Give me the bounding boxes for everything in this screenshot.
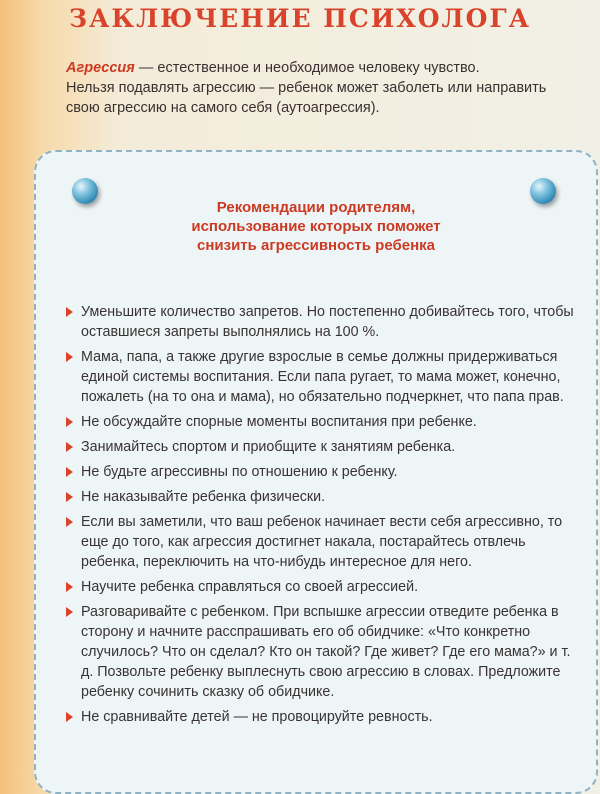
list-item-text: Научите ребенка справляться со своей агрессией.	[81, 579, 419, 595]
list-item	[66, 602, 586, 702]
triangle-bullet-icon	[66, 712, 73, 722]
definition-rest: — естественное и необходимое человеку чувство.	[134, 60, 480, 76]
card-heading	[36, 198, 596, 255]
list-item-text: Не сравнивайте детей — не провоцируйте ревность.	[81, 709, 433, 725]
intro-text	[66, 58, 576, 118]
card-heading-line: снизить агрессивность ребенка	[197, 237, 435, 254]
list-item-text: Разговаривайте с ребенком. При вспышке агрессии отведите ребенка в сторону и начните расспрашивать его об обидчике: «Что конкретно случилось? Что он сделал? Кто он такой? Где живет? Где его мама?» и т. д. Позвольте ребенку выплеснуть свою агрессию в словах. Предложите ребенку сочинить сказку об обидчике.	[81, 604, 571, 700]
list-item	[66, 707, 586, 727]
intro-definition	[66, 58, 576, 78]
list-item-text: Если вы заметили, что ваш ребенок начинает вести себя агрессивно, то еще до того, как агрессия достигнет накала, постарайтесь отвлечь ребенка, переключить на что-нибудь интересное для него.	[81, 514, 563, 570]
card-heading-line: Рекомендации родителям,	[216, 199, 416, 216]
list-item-text: Не обсуждайте спорные моменты воспитания при ребенке.	[81, 414, 477, 430]
triangle-bullet-icon	[66, 467, 73, 477]
triangle-bullet-icon	[66, 492, 73, 502]
list-item-text: Занимайтесь спортом и приобщите к занятиям ребенка.	[81, 439, 456, 455]
list-item	[66, 302, 586, 342]
recommendations-card	[34, 150, 598, 794]
triangle-bullet-icon	[66, 517, 73, 527]
list-item-text: Мама, папа, а также другие взрослые в семье должны придерживаться единой системы воспитания. Если папа ругает, то мама может, конечно, пожалеть (на то она и мама), но обязательно подчеркнет, что папа прав.	[81, 349, 564, 405]
page-title: ЗАКЛЮЧЕНИЕ ПСИХОЛОГА	[68, 4, 532, 33]
triangle-bullet-icon	[66, 607, 73, 617]
list-item	[66, 347, 586, 407]
triangle-bullet-icon	[66, 352, 73, 362]
triangle-bullet-icon	[66, 442, 73, 452]
triangle-bullet-icon	[66, 307, 73, 317]
list-item	[66, 577, 586, 597]
triangle-bullet-icon	[66, 417, 73, 427]
list-item	[66, 437, 586, 457]
term-aggression: Агрессия	[66, 60, 135, 76]
list-item	[66, 487, 586, 507]
intro-paragraph-2: Нельзя подавлять агрессию — ребенок может заболеть или направить свою агрессию на самого себя (аутоагрессия).	[66, 80, 547, 116]
list-item-text: Не наказывайте ребенка физически.	[81, 489, 326, 505]
list-item	[66, 512, 586, 572]
list-item	[66, 412, 586, 432]
list-item-text: Уменьшите количество запретов. Но постепенно добивайтесь того, чтобы оставшиеся запреты выполнялись на 100 %.	[81, 304, 574, 340]
list-item	[66, 462, 586, 482]
recommendations-list	[66, 302, 586, 732]
list-item-text: Не будьте агрессивны по отношению к ребенку.	[81, 464, 398, 480]
triangle-bullet-icon	[66, 582, 73, 592]
card-heading-line: использование которых поможет	[191, 218, 441, 235]
